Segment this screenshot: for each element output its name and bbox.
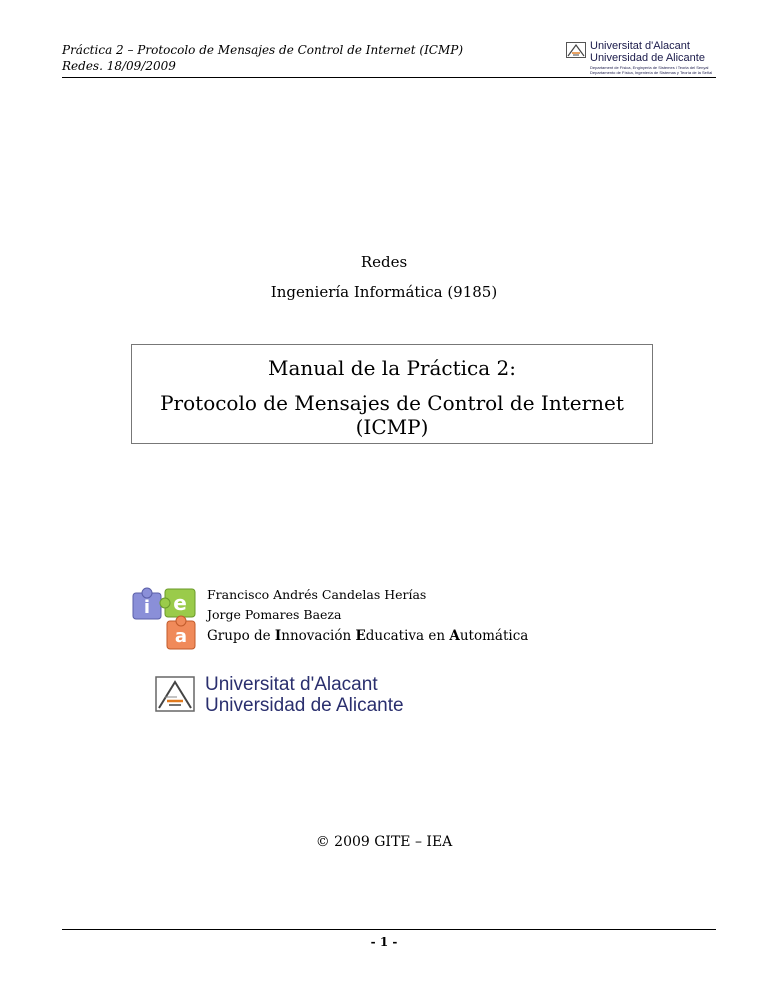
header-logo-name-va: Universitat d'Alacant <box>590 40 690 52</box>
header-university-logo <box>566 40 716 74</box>
puzzle-logo-icon <box>131 585 199 653</box>
subject-name: Redes <box>360 253 408 271</box>
svg-text:e: e <box>173 591 187 615</box>
subject-block <box>0 247 768 307</box>
copyright: © 2009 GITE – IEA <box>315 834 453 850</box>
manual-title: Manual de la Práctica 2: <box>267 356 517 380</box>
university-emblem-icon <box>566 42 586 58</box>
svg-text:a: a <box>174 626 188 647</box>
group-text-2: nnovación <box>281 628 356 644</box>
group-initial-e: E <box>355 628 366 644</box>
header-title: Práctica 2 – Protocolo de Mensajes de Control de Internet (ICMP) <box>62 43 464 57</box>
university-emblem-icon <box>155 676 195 712</box>
author-2: Jorge Pomares Baeza <box>207 607 342 622</box>
group-initial-a: A <box>449 628 460 644</box>
practice-title: Protocolo de Mensajes de Control de Internet (ICMP) <box>160 391 624 439</box>
header-rule <box>62 77 716 78</box>
footer-rule <box>62 929 716 930</box>
header-logo-dept-va: Departament de Física, Enginyeria de Sistemes i Teoria del Senyal <box>590 65 709 70</box>
authors-block <box>207 585 528 647</box>
university-name-va: Universitat d'Alacant <box>205 674 378 695</box>
degree-name: Ingeniería Informática (9185) <box>270 283 498 301</box>
group-initial-i: I <box>274 628 282 644</box>
header-logo-dept-es: Departamento de Física, Ingeniería de Sistemas y Teoría de la Señal <box>590 70 713 75</box>
title-box <box>131 344 653 444</box>
research-group <box>207 625 528 647</box>
page-number: - 1 - <box>370 935 398 949</box>
author-1: Francisco Andrés Candelas Herías <box>207 587 427 602</box>
group-text-1: Grupo de <box>207 628 275 644</box>
running-header <box>62 42 463 74</box>
group-text-4: utomática <box>459 628 529 644</box>
university-name-es: Universidad de Alicante <box>205 695 404 716</box>
header-course-date: Redes. 18/09/2009 <box>62 59 176 73</box>
university-logo <box>155 674 404 718</box>
svg-text:i: i <box>143 597 151 618</box>
group-text-3: ducativa en <box>365 628 450 644</box>
header-logo-name-es: Universidad de Alicante <box>590 52 705 64</box>
